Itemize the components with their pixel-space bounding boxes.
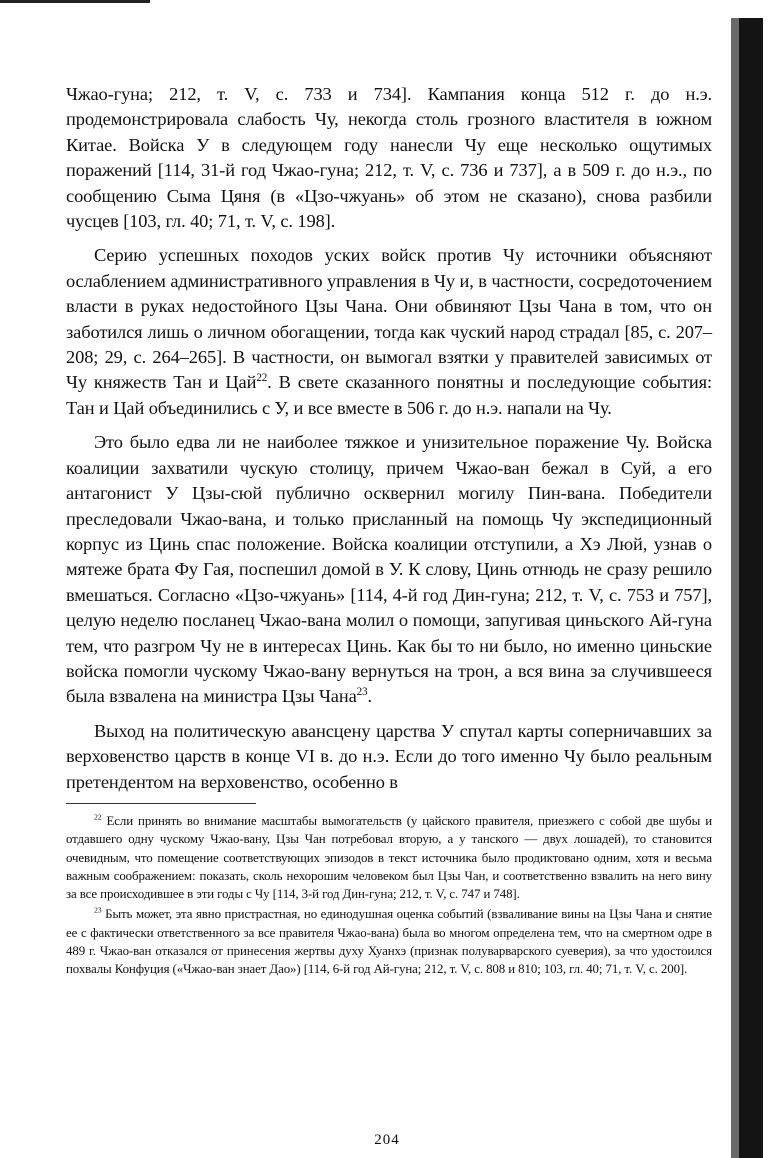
page-body — [66, 82, 712, 979]
paragraph-text: Чжао-гуна; 212, т. V, с. 733 и 734]. Кампания конца 512 г. до н.э. продемонстрировала слабость Чу, некогда столь грозного властителя в южном Китае. Войска У в следующем году нанесли Чу еще несколько ощутимых поражений [114, 31-й год Чжао-гуна; 212, т. V, с. 736 и 737], а в 509 г. до н.э., по сообщению Сыма Цяня (в «Цзо-чжуань» об этом не сказано), снова разбили чусцев [103, гл. 40; 71, т. V, с. 198]. — [66, 84, 712, 232]
footnote-divider — [66, 803, 256, 804]
paragraph-text: Серию успешных походов уских войск против Чу источники объясняют ослаблением административного управления в Чу и, в частности, сосредоточением власти в руках недостойного Цзы Чана. Они обвиняют Цзы Чана в том, что он заботился лишь о личном обогащении, тогда как чуский народ страдал [85, с. 207–208; 29, с. 264–265]. В частности, он вымогал взятки у правителей зависимых от Чу княжеств Тан и Цай — [66, 245, 712, 393]
footnote-ref-23[interactable]: 23 — [356, 686, 368, 699]
footnote-text: Быть может, эта явно пристрастная, но единодушная оценка событий (взваливание вины на Цзы Чана и снятие ее с фактически ответственного за все правителя Чжао-вана) была во многом определена тем, что на смертном одре в 489 г. Чжао-ван отказался от принесения жертвы духу Хуанхэ (признак полуварварского суеверия), за что удостоился похвалы Конфуция («Чжао-ван знает Дао») [114, 6-й год Ай-гуна; 212, т. V, с. 808 и 810; 103, гл. 40; 71, т. V, с. 200]. — [66, 907, 712, 977]
footnote-number: 23 — [94, 906, 102, 916]
paragraph-4 — [66, 719, 712, 795]
footnote-23 — [66, 905, 712, 978]
paragraph-1 — [66, 82, 712, 234]
paragraph-text-after: . В свете сказанного понятны и последующие события: Тан и Цай объединились с У, и все вместе в 506 г. до н.э. напали на Чу. — [66, 372, 712, 418]
paragraph-text: Выход на политическую авансцену царства У спутал карты соперничавших за верховенство царств в конце VI в. до н.э. Если до того именно Чу было реальным претендентом на верховенство, особенно в — [66, 720, 712, 792]
footnote-22 — [66, 812, 712, 903]
page-number: 204 — [374, 1132, 400, 1148]
footnote-number: 22 — [94, 812, 102, 822]
footnote-text: Если принять во внимание масштабы вымогательств (у цайского правителя, приезжего с собой две шубы и отдавшего одну чускому Чжао-вану, Цзы Чан потребовал вторую, а у танского — двух лошадей), то становится очевидным, что помещение соответствующих эпизодов в текст источника было продиктовано одним, хотя и весьма важным соображением: показать, сколь нехорошим человеком был Цзы Чан, и соответственно взвалить на него вину за все происходившее в эти годы с Чу [114, 3-й год Дин-гуна; 212, т. V, с. 747 и 748]. — [66, 813, 712, 902]
paragraph-text: Это было едва ли не наиболее тяжкое и унизительное поражение Чу. Войска коалиции захватили чускую столицу, причем Чжао-ван бежал в Суй, а его антагонист У Цзы-сюй публично осквернил могилу Пин-вана. Победители преследовали Чжао-вана, и только присланный на помощь Чу экспедиционный корпус из Цинь спас положение. Войска коалиции отступили, а Хэ Люй, узнав о мятеже брата Фу Гая, поспешил домой в У. К слову, Цинь отнюдь не сразу решило вмешаться. Согласно «Цзо-чжуань» [114, 4-й год Дин-гуна; 212, т. V, с. 753 и 757], целую неделю посланец Чжао-вана молил о помощи, запугивая циньского Ай-гуна тем, что разгром Чу не в интересах Цинь. Как бы то ни было, но именно циньские войска помогли чускому Чжао-вану вернуться на трон, а вся вина за случившееся была взвалена на министра Цзы Чана — [66, 432, 712, 707]
footnote-ref-22[interactable]: 22 — [256, 372, 268, 385]
scan-edge-bar — [739, 18, 763, 1158]
paragraph-2 — [66, 243, 712, 421]
paragraph-3 — [66, 430, 712, 709]
paragraph-text-after: . — [367, 686, 373, 707]
top-scan-rule — [0, 0, 150, 3]
scan-edge-shadow — [731, 18, 739, 1158]
